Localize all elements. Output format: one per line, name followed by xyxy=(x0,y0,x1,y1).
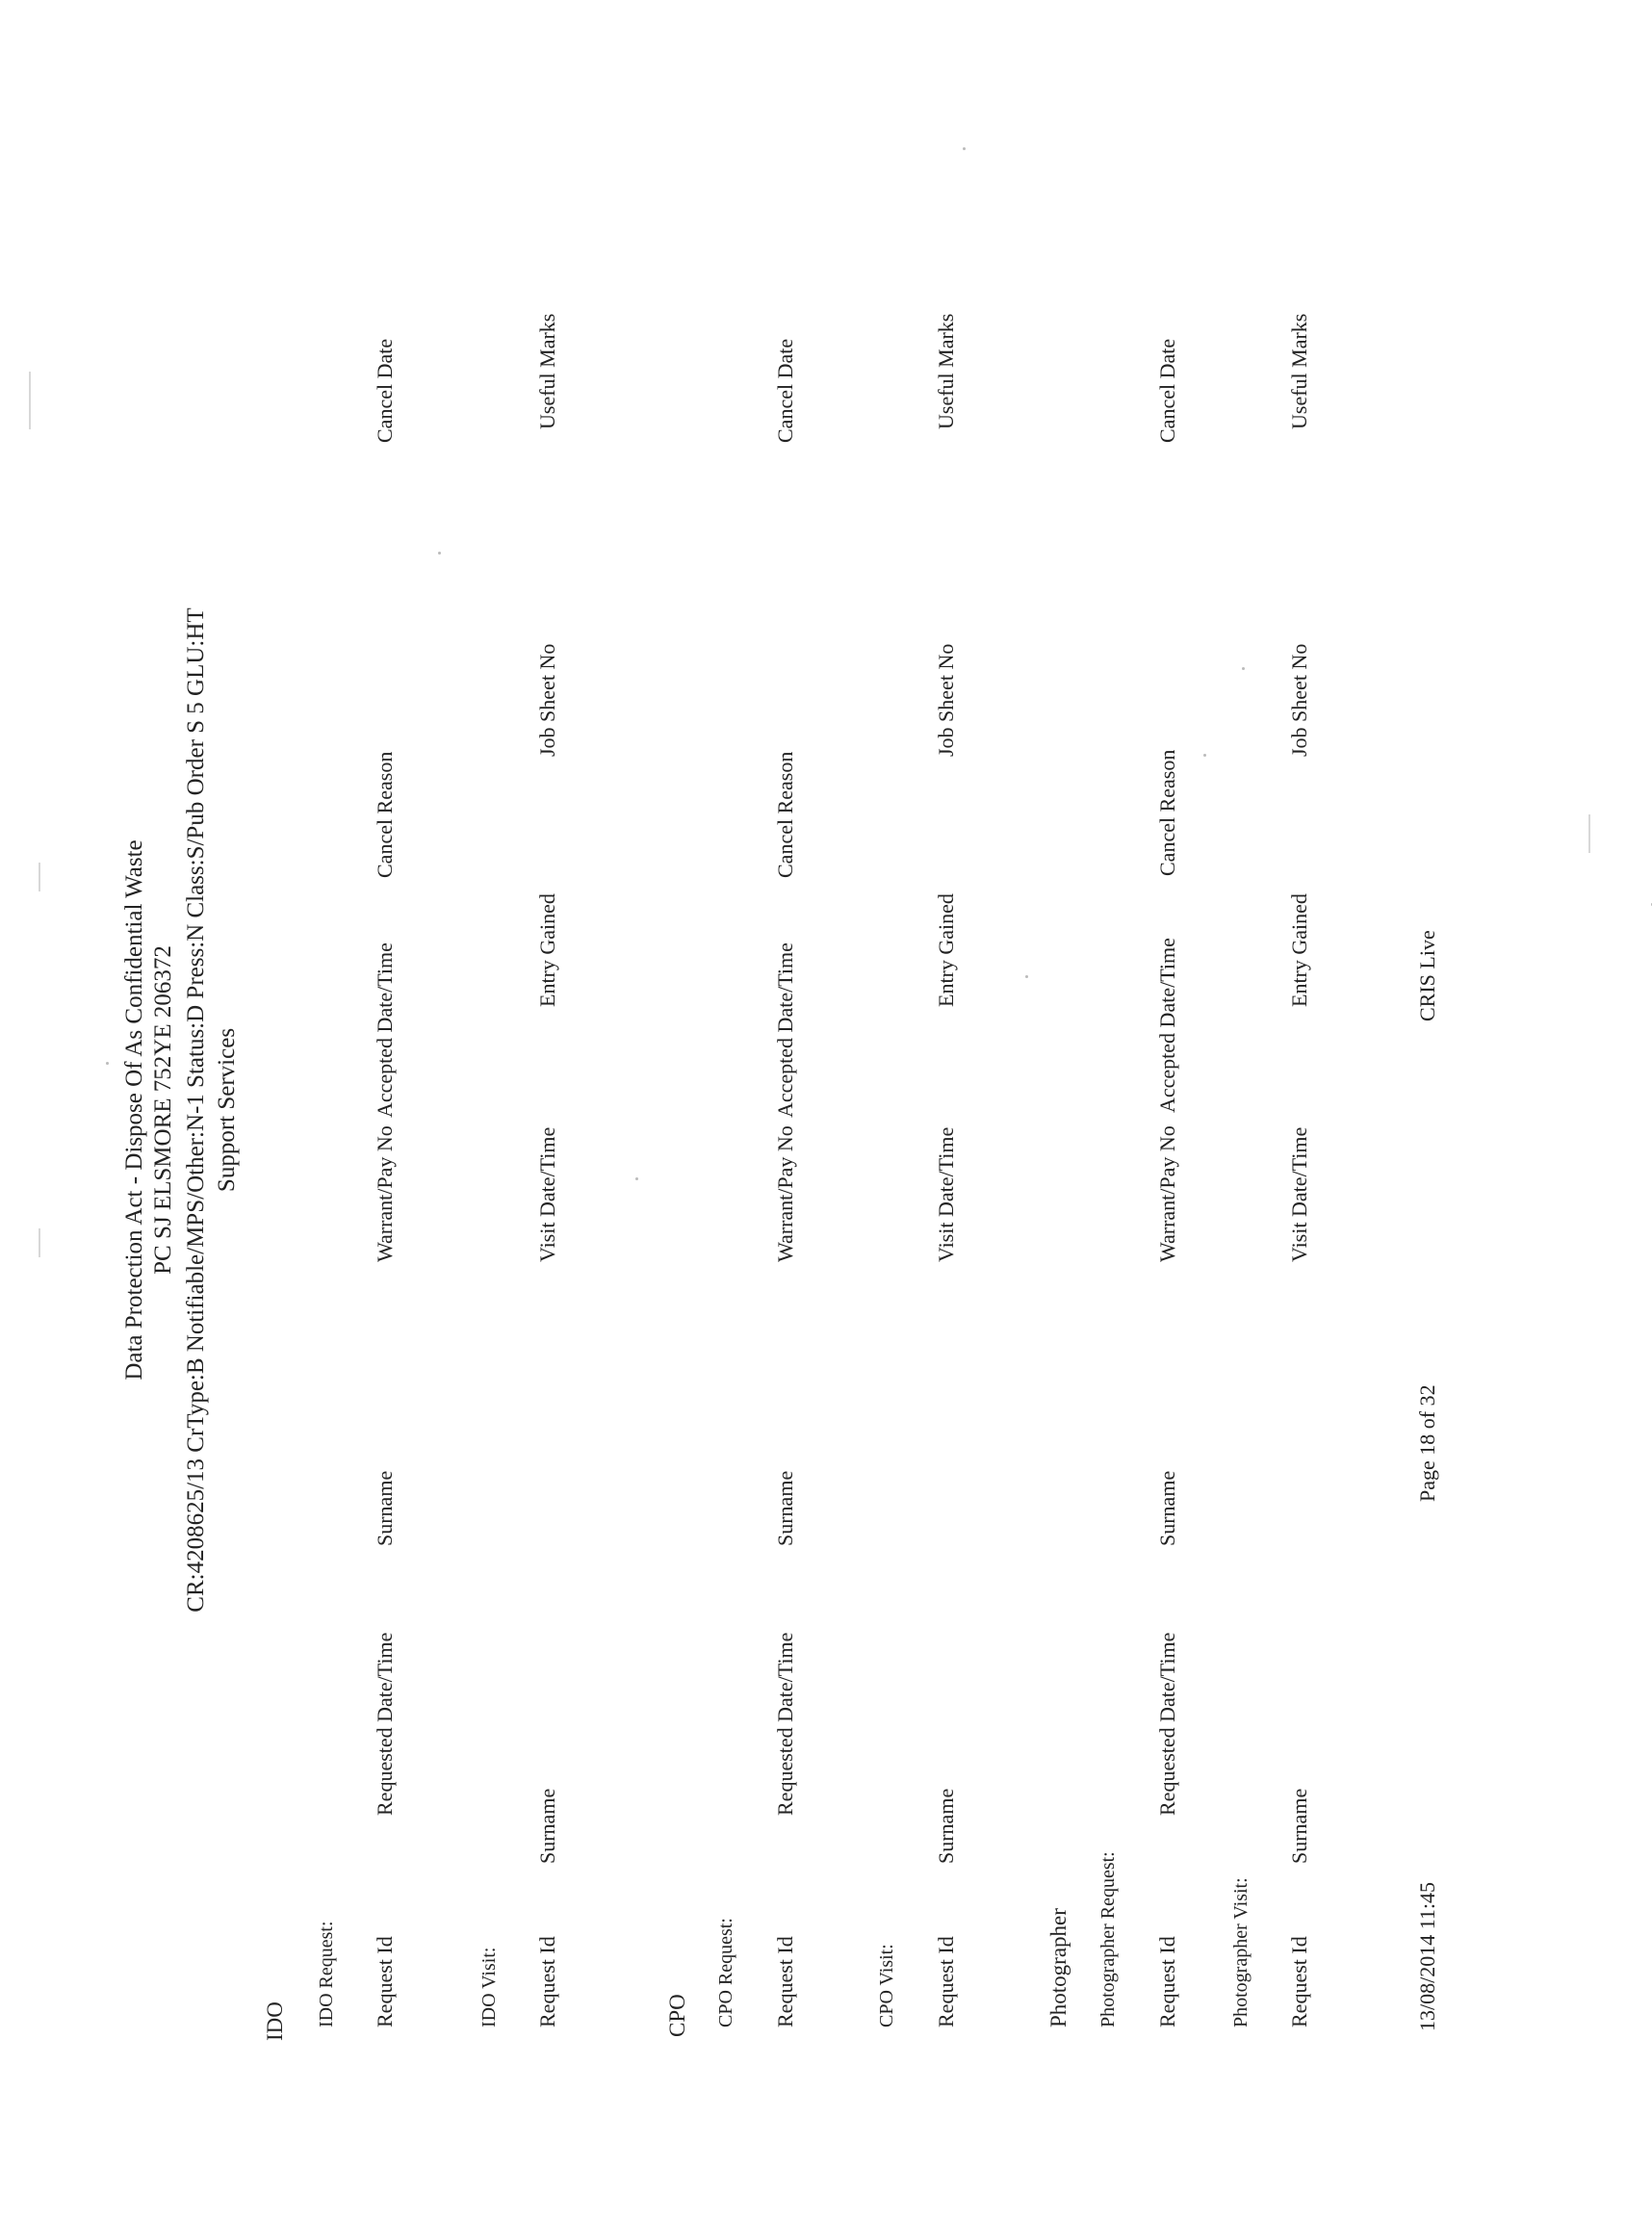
section-title-cpo: CPO xyxy=(665,1994,689,2037)
column-header: Accepted Date/Time xyxy=(373,942,397,1118)
column-header: Cancel Reason xyxy=(373,751,397,878)
column-header: Cancel Reason xyxy=(1155,749,1179,876)
scan-artifact xyxy=(29,372,31,429)
column-header: Job Sheet No xyxy=(934,643,958,757)
column-header: Cancel Date xyxy=(773,338,797,443)
column-header: Surname xyxy=(1155,1470,1179,1546)
column-header: Accepted Date/Time xyxy=(1155,938,1179,1113)
scan-artifact xyxy=(1203,754,1206,757)
footer-system-name: CRIS Live xyxy=(1415,930,1439,1021)
photographer-request-label: Photographer Request: xyxy=(1097,1851,1119,2027)
cpo-request-label: CPO Request: xyxy=(715,1918,736,2027)
scan-artifact xyxy=(963,147,966,150)
footer-timestamp: 13/08/2014 11:45 xyxy=(1415,1881,1439,2031)
column-header: Useful Marks xyxy=(535,313,559,429)
ido-request-label: IDO Request: xyxy=(316,1921,337,2027)
cpo-visit-label: CPO Visit: xyxy=(876,1944,897,2027)
column-header: Surname xyxy=(535,1788,559,1864)
scan-artifact xyxy=(1588,814,1590,853)
column-header: Surname xyxy=(1287,1788,1311,1864)
column-header: Entry Gained xyxy=(934,893,958,1007)
column-header: Request Id xyxy=(535,1936,559,2027)
header-crime-reference: CR:4208625/13 CrType:B Notifiable/MPS/Other:N-1 Status:D Press:N Class:S/Pub Order S 5 GLU:HT xyxy=(183,607,209,1613)
ido-visit-label: IDO Visit: xyxy=(478,1947,500,2027)
header-unit: Support Services xyxy=(214,1027,240,1193)
section-title-photographer: Photographer xyxy=(1046,1908,1071,2027)
column-header: Accepted Date/Time xyxy=(773,942,797,1118)
column-header: Requested Date/Time xyxy=(373,1632,397,1816)
column-header: Entry Gained xyxy=(535,893,559,1007)
column-header: Request Id xyxy=(1287,1936,1311,2027)
column-header: Useful Marks xyxy=(934,313,958,429)
column-header: Warrant/Pay No xyxy=(1155,1125,1179,1262)
column-header: Visit Date/Time xyxy=(1287,1126,1311,1262)
column-header: Useful Marks xyxy=(1287,313,1311,429)
scan-artifact xyxy=(1242,667,1245,670)
scan-artifact xyxy=(106,1062,109,1065)
scan-artifact xyxy=(635,1177,638,1180)
scan-artifact xyxy=(39,863,40,891)
column-header: Job Sheet No xyxy=(1287,643,1311,757)
header-dpa-notice: Data Protection Act - Dispose Of As Confidential Waste xyxy=(121,839,147,1381)
column-header: Request Id xyxy=(373,1936,397,2027)
photographer-visit-label: Photographer Visit: xyxy=(1230,1877,1252,2027)
footer-page-number: Page 18 of 32 xyxy=(1415,1384,1439,1502)
column-header: Warrant/Pay No xyxy=(373,1125,397,1262)
column-header: Cancel Date xyxy=(1155,338,1179,443)
column-header: Visit Date/Time xyxy=(934,1126,958,1262)
column-header: Visit Date/Time xyxy=(535,1126,559,1262)
column-header: Surname xyxy=(373,1470,397,1546)
column-header: Request Id xyxy=(934,1936,958,2027)
column-header: Requested Date/Time xyxy=(773,1632,797,1816)
column-header: Surname xyxy=(934,1788,958,1864)
section-title-ido: IDO xyxy=(263,2001,287,2041)
column-header: Request Id xyxy=(773,1936,797,2027)
column-header: Surname xyxy=(773,1470,797,1546)
header-officer: PC SJ ELSMORE 752YE 206372 xyxy=(150,945,176,1275)
column-header: Requested Date/Time xyxy=(1155,1632,1179,1816)
scan-artifact xyxy=(1025,975,1028,978)
column-header: Cancel Date xyxy=(373,338,397,443)
column-header: Request Id xyxy=(1155,1936,1179,2027)
scan-artifact xyxy=(438,552,441,555)
column-header: Cancel Reason xyxy=(773,751,797,878)
column-header: Entry Gained xyxy=(1287,893,1311,1007)
scan-artifact xyxy=(39,1228,40,1257)
column-header: Warrant/Pay No xyxy=(773,1125,797,1262)
column-header: Job Sheet No xyxy=(535,643,559,757)
